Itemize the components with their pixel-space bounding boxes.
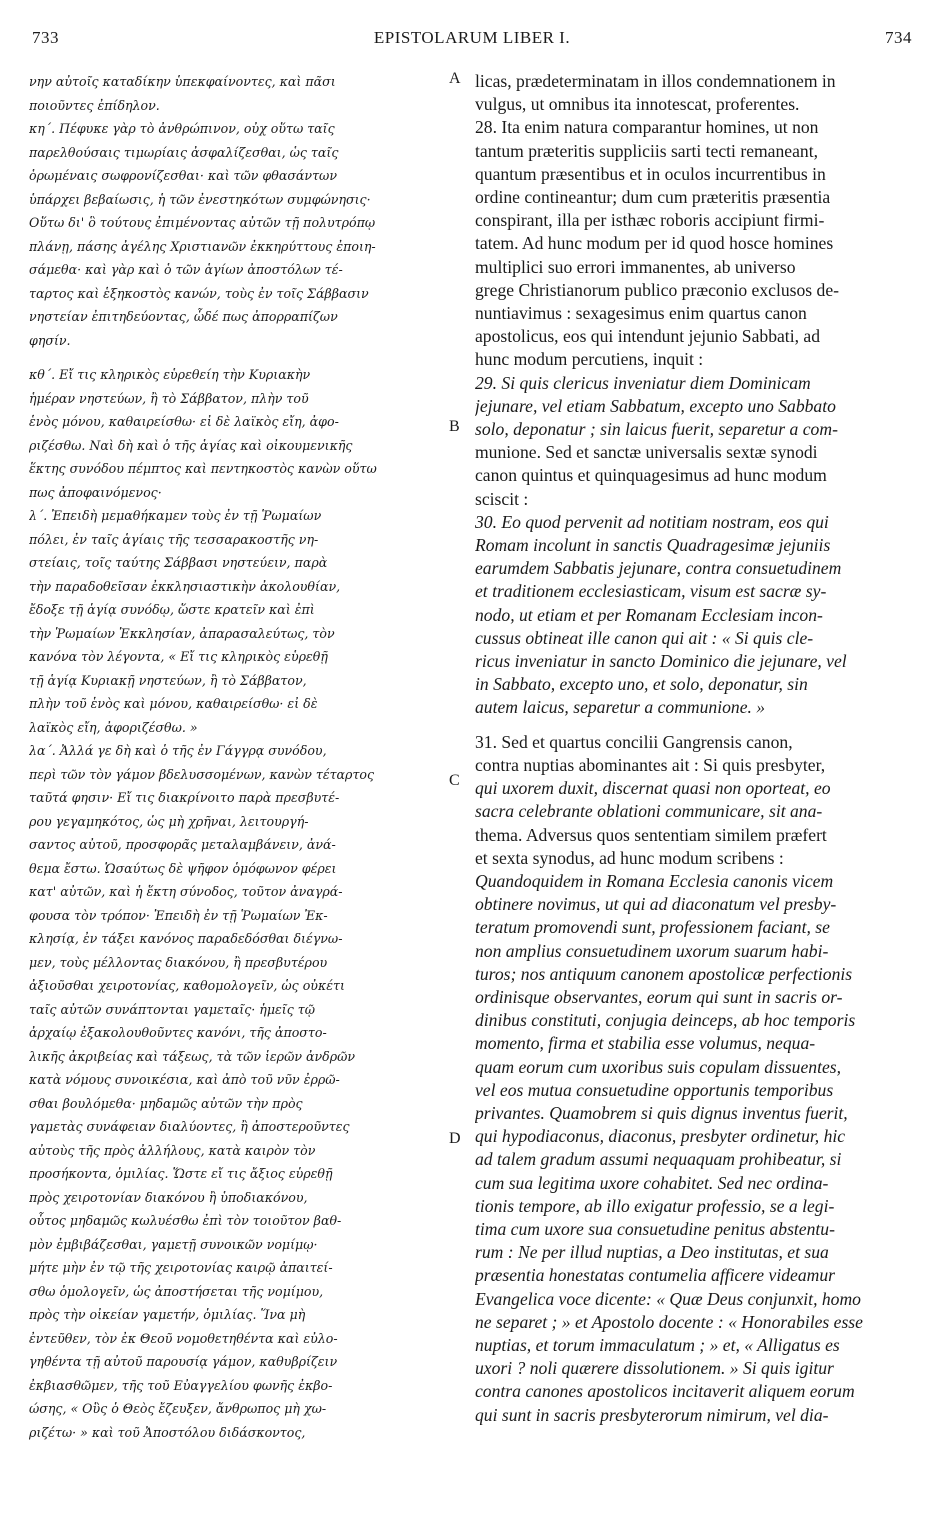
latin-text-line: multiplici suo errori immanentes, ab universo [475,256,796,277]
greek-text-line: πως ἀποφαινόμενος· [29,484,162,500]
greek-text-line: κη΄. Πέφυκε γὰρ τὸ ἀνθρώπινον, οὐχ οὕτω ταῖς [29,121,335,136]
latin-text-line: tima cum uxore sua consuetudine penitus abstentu- [475,1218,835,1239]
latin-text-line: obtinere novimus, ut qui ad diaconatum vel presby- [475,894,837,915]
greek-text-line: σαντος αὐτοῦ, προσφορᾶς μεταλαμβάνειν, ἀνά- [29,837,336,852]
latin-text-line: thema. Adversus quos sententiam similem præfert [475,824,827,845]
latin-text-line: solo, deponatur ; sin laicus fuerit, separetur a com- [475,419,838,440]
greek-text-line: κατὰ νόμους συνοικέσια, καὶ ἀπὸ τοῦ νῦν ἐρρῶ- [29,1072,340,1087]
latin-text-line: præsentia honestatas contumelia afficere videamur [475,1265,835,1286]
greek-text-line: ἀξιοῦσθαι χειροτονίας, καθομολογεῖν, ὡς οὐκέτι [29,978,345,993]
greek-text-line: κλησίᾳ, ἐν τάξει κανόνος παραδεδόσθαι διέγνω- [29,931,343,946]
greek-text-line: πλὴν τοῦ ἑνὸς καὶ μόνου, καθαιρείσθω· εἰ δὲ [29,696,318,711]
latin-text-line: cussus obtineat ille canon qui ait : « Si quis cle- [475,627,814,648]
latin-text-line: quantum præsentibus et in oculos incurrentibus in [475,163,826,184]
margin-marker-c: C [449,772,460,789]
greek-text-line: ριζέτω· » καὶ τοῦ Ἀποστόλου διδάσκοντος, [29,1424,306,1440]
latin-text-line: 30. Eo quod pervenit ad notitiam nostram, eos qui [475,511,829,532]
latin-text-line: conspirant, illa per isthæc roboris accipiunt firmi- [475,210,825,231]
greek-text-line: ἐντεῦθεν, τὸν ἐκ Θεοῦ νομοθετηθέντα καὶ εὐλο- [29,1330,338,1346]
greek-text-line: στείαις, τοῖς ταύτης Σάββασι νηστεύειν, παρὰ [29,555,328,570]
latin-text-line: et traditionem ecclesiasticam, visum est sacræ sy- [475,581,827,602]
margin-marker-b: B [449,418,460,435]
latin-text-line: sciscit : [475,488,529,509]
greek-text-line: σάμεθα· καὶ γὰρ καὶ ὁ τῶν ἁγίων ἀποστόλων τέ- [29,262,343,277]
greek-text-line: ριζέσθω. Ναὶ δὴ καὶ ὁ τῆς ἁγίας καὶ οἰκουμενικῆς [29,437,353,453]
greek-text-line: ταῦτά φησιν· Εἴ τις διακρίνοιτο παρὰ πρεσβυτέ- [29,790,340,805]
running-title: EPISTOLARUM LIBER I. [373,28,571,47]
greek-text-line: κανόνα τὸν λέγοντα, « Εἴ τις κληρικὸς εὑρεθῇ [29,649,328,664]
greek-text-line: κθ΄. Εἴ τις κληρικὸς εὑρεθείη τὴν Κυριακὴν [29,367,311,382]
latin-text-line: tatem. Ad hunc modum per id quod hosce homines [475,233,834,254]
greek-text-line: ἔδοξε τῇ ἁγίᾳ συνόδῳ, ὥστε κρατεῖν καὶ ἐπὶ [29,602,315,617]
latin-text-line: privantes. Quamobrem si quis dignus inventus fuerit, [475,1102,848,1123]
greek-text-line: ποιοῦντες ἐπίδηλον. [29,97,160,113]
latin-text-line: munione. Sed et sanctæ universalis sextæ synodi [475,442,818,463]
greek-text-line: τῇ ἁγίᾳ Κυριακῇ νηστεύων, ἢ τὸ Σάββατον, [29,672,307,688]
greek-text-line: ἐκβιασθῶμεν, τῆς τοῦ Εὐαγγελίου φωνῆς ἐκβο- [29,1377,333,1393]
greek-text-line: λαϊκὸς εἴη, ἀφοριζέσθω. » [29,719,198,735]
greek-text-line: περὶ τῶν τὸν γάμον βδελυσσομένων, κανὼν τέταρτος [29,766,375,782]
latin-text-line: 29. Si quis clericus inveniatur diem Dominicam [475,372,811,393]
latin-text-line: momento, firma et stabilia esse volumus, nequa- [475,1033,816,1054]
greek-text-line: κατ' αὐτῶν, καὶ ἡ ἕκτη σύνοδος, τοῦτον ἀναγρά- [29,884,343,899]
latin-text-line: teratum promovendi sunt, professionem faciant, se [475,917,830,938]
greek-text-line: νηστείαν ἐπιτηδεύοντας, ὧδέ πως ἀπορραπίζων [29,309,338,324]
latin-text-line: tantum præteritis suppliciis sarti tecti remaneant, [475,140,818,161]
latin-text-line: ordinisque observantes, eorum qui sunt in sacris or- [475,986,843,1007]
latin-text-line: 31. Sed et quartus concilii Gangrensis canon, [475,731,793,752]
latin-text-line: turos; nos antiquum canonem apostolicæ perfectionis [475,963,853,984]
latin-text-line: non amplius consuetudinem uxorum suarum habi- [475,940,829,961]
latin-text-line: nodo, ut etiam et per Romanam Ecclesiam incon- [475,604,823,625]
latin-text-line: ne separet ; » et Apostolo docente : « Honorabiles esse [475,1311,863,1332]
greek-text-line: ρου γεγαμηκότος, ὡς μὴ χρῆναι, λειτουργή- [29,813,309,829]
greek-text-line: μὸν ἐμβιβάζεσθαι, γαμετῇ συνοικῶν νομίμῳ· [29,1236,318,1252]
latin-text-line: autem laicus, separetur a communione. » [475,697,766,718]
latin-text-line: Quandoquidem in Romana Ecclesia canonis vicem [475,870,834,891]
greek-text-line: ἀρχαίῳ ἐξακολουθοῦντες κανόνι, τῆς ἀποστο- [29,1025,327,1040]
running-header [32,28,912,52]
greek-text-line: νην αὐτοῖς καταδίκην ὑπεκφαίνοντες, καὶ πᾶσι [29,74,336,89]
latin-text-line: dinibus constituti, conjugia deinceps, ab hoc temporis [475,1010,856,1031]
latin-text-line: grege Christianorum publico præconio exclusos de- [475,279,840,300]
paragraph-gap [29,352,459,363]
greek-text-line: ἑνὸς μόνου, καθαιρείσθω· εἰ δὲ λαϊκὸς εἴη, ἀφο- [29,414,339,429]
latin-text-line: nuptias, et torum immaculatum ; » et, « Alligatus es [475,1334,840,1355]
latin-text-line: et sexta synodus, ad hunc modum scribens : [475,847,784,868]
greek-text-line: θεμα ἔστω. Ὡσαύτως δὲ ψῆφον ὁμόφωνον φέρει [29,860,337,876]
latin-column [475,70,915,1427]
greek-text-line: ὑπάρχει βεβαίωσις, ἡ τῶν ἐνεστηκότων συμφώνησις· [29,191,371,207]
margin-marker-a: A [449,70,461,87]
greek-text-line: γηθέντα τῇ αὐτοῦ παρουσίᾳ γάμον, καθυβρίζειν [29,1354,338,1369]
latin-text-line: tionis tempore, ab illo exigatur professio, se a legi- [475,1195,835,1216]
latin-text-line: nuntiavimus : sexagesimus enim quartus canon [475,303,807,324]
latin-text-line: in Sabbato, excepto uno, et solo, deponatur, sin [475,674,808,695]
greek-text-line: ὁρωμέναις σωφρονίζεσθαι· καὶ τῶν φθασάντων [29,168,337,183]
latin-text-line: ad talem gradum assumi nequaquam prohibeatur, si [475,1149,842,1170]
greek-text-line: φουσα τὸν τρόπον· Ἐπειδὴ ἐν τῇ Ῥωμαίων Ἐκ- [29,907,328,923]
latin-text-line: licas, prædeterminatam in illos condemnationem in [475,71,836,91]
margin-marker-d: D [449,1130,461,1147]
greek-text-line: ώσης, « Οὓς ὁ Θεὸς ἔζευξεν, ἄνθρωπος μὴ χω- [29,1401,327,1416]
latin-text-line: contra canones apostolicos incitaverit aliquem eorum [475,1381,855,1402]
latin-text-line: apostolicus, eos qui intendunt jejunio Sabbati, ad [475,326,820,347]
greek-text-line: μήτε μὴν ἐν τῷ τῆς χειροτονίας καιρῷ ἀπαιτεί- [29,1260,333,1275]
latin-text-line: sacra celebrante oblationi communicare, sit ana- [475,801,823,822]
greek-text-line: λικῆς ἀκριβείας καὶ τάξεως, τὰ τῶν ἱερῶν ἀνδρῶν [29,1048,356,1064]
latin-text-line: jejunare, vel etiam Sabbatum, excepto uno Sabbato [475,395,836,416]
latin-text-line: earumdem Sabbatis jejunare, contra consuetudinem [475,558,842,579]
latin-text-line: contra nuptias abominantes ait : Si quis presbyter, [475,754,826,775]
latin-text-line: qui uxorem duxit, discernat quasi non oporteat, eo [475,778,831,799]
page-number-right: 734 [885,28,912,47]
latin-text-line: 28. Ita enim natura comparantur homines, ut non [475,117,819,138]
greek-text-line: πόλει, ἐν ταῖς ἁγίαις τῆς τεσσαρακοστῆς νη- [29,531,319,547]
greek-text-line: πρὸς χειροτονίαν διακόνου ἢ ὑποδιακόνου, [29,1189,308,1205]
latin-text-line: cum sua legitima uxore cohabitet. Sed nec ordina- [475,1172,829,1193]
greek-text-line: γαμετὰς συνάφειαν διαλύοντες, ἢ ἀποστεροῦντες [29,1119,350,1134]
latin-text-line: Evangelica voce dicente: « Quæ Deus conjunxit, homo [475,1288,861,1309]
latin-text-line: canon quintus et quinquagesimus ad hunc modum [475,465,827,486]
latin-text-line: hunc modum percutiens, inquit : [475,349,704,370]
latin-text-line: rum : Ne per illud nuptias, a Deo institutas, et sua [475,1242,829,1263]
greek-text-line: προσήκοντα, ὁμιλίας. Ὥστε εἴ τις ἄξιος εὑρεθῇ [29,1166,333,1181]
greek-text-line: Οὕτω δι' ὃ τούτους ἐπιμένοντας αὐτῶν τῇ πολυτρόπῳ [29,215,376,230]
latin-text-line: Romam incolunt in sanctis Quadragesimæ jejuniis [475,535,831,556]
greek-text-line: ἡμέραν νηστεύων, ἢ τὸ Σάββατον, πλὴν τοῦ [29,390,309,406]
greek-text-line: παρελθούσαις τιμωρίαις ἀσφαλίζεσθαι, ὡς ταῖς [29,144,339,160]
latin-text-line: qui hypodiaconus, diaconus, presbyter ordinetur, hic [475,1126,846,1147]
greek-text-line: τὴν Ῥωμαίων Ἐκκλησίαν, ἀπαρασαλεύτως, τὸν [29,625,335,641]
greek-text-line: σθαι βουλόμεθα· μηδαμῶς αὐτῶν τὴν πρὸς [29,1095,303,1111]
greek-text-line: φησίν. [29,332,71,348]
greek-text-line: σθω ὁμολογεῖν, ὡς ἀποστήσεται τῆς νομίμου, [29,1283,324,1299]
latin-text-line: ricus inveniatur in sancto Dominico die jejunare, vel [475,651,847,672]
greek-text-line: πρὸς τὴν οἰκείαν γαμετήν, ὁμιλίας. Ἵνα μὴ [29,1307,306,1322]
greek-text-line: αὐτοὺς τῆς πρὸς ἀλλήλους, κατὰ καιρὸν τὸν [29,1142,316,1158]
latin-text-line: vel eos mutua consuetudine opportunis temporibus [475,1079,834,1100]
latin-text-line: vulgus, ut omnibus ita innotescat, proferentes. [475,94,800,115]
greek-text-line: λα΄. Ἀλλά γε δὴ καὶ ὁ τῆς ἐν Γάγγρᾳ συνόδου, [29,743,327,758]
greek-text-line: ταρτος καὶ ἑξηκοστὸς κανών, τοὺς ἐν τοῖς Σάββασιν [29,285,369,301]
latin-text-line: qui sunt in sacris presbyterorum nimirum, vel dia- [475,1404,829,1425]
greek-text-line: πλάνῃ, πάσης ἀγέλης Χριστιανῶν ἐκκηρύττους ἐποιη- [29,238,376,254]
latin-text-line: ordine contineantur; dum cum præteritis præsentia [475,187,831,208]
greek-text-line: ταῖς αὐτῶν συνάπτονται γαμεταῖς· ἡμεῖς τῷ [29,1001,315,1017]
greek-text-line: ἕκτης συνόδου πέμπτος καὶ πεντηκοστὸς κανὼν οὕτω [29,461,377,476]
latin-text-line: quam eorum cum uxoribus suis copulam dissuentes, [475,1056,842,1077]
latin-text-line: uxori ? noli quærere dissolutionem. » Si quis igitur [475,1358,834,1379]
page-number-left: 733 [32,28,59,47]
paragraph-gap [475,720,915,731]
greek-column [29,70,459,1444]
greek-text-line: οὗτος μηδαμῶς κωλυέσθω ἐπὶ τὸν τοιοῦτον βαθ- [29,1213,342,1228]
greek-text-line: λ΄. Ἐπειδὴ μεμαθήκαμεν τοὺς ἐν τῇ Ῥωμαίων [29,508,322,523]
greek-text-line: τὴν παραδοθεῖσαν ἐκκλησιαστικὴν ἀκολουθίαν, [29,578,341,594]
greek-text-line: μεν, τοὺς μέλλοντας διακόνου, ἢ πρεσβυτέρου [29,954,328,970]
